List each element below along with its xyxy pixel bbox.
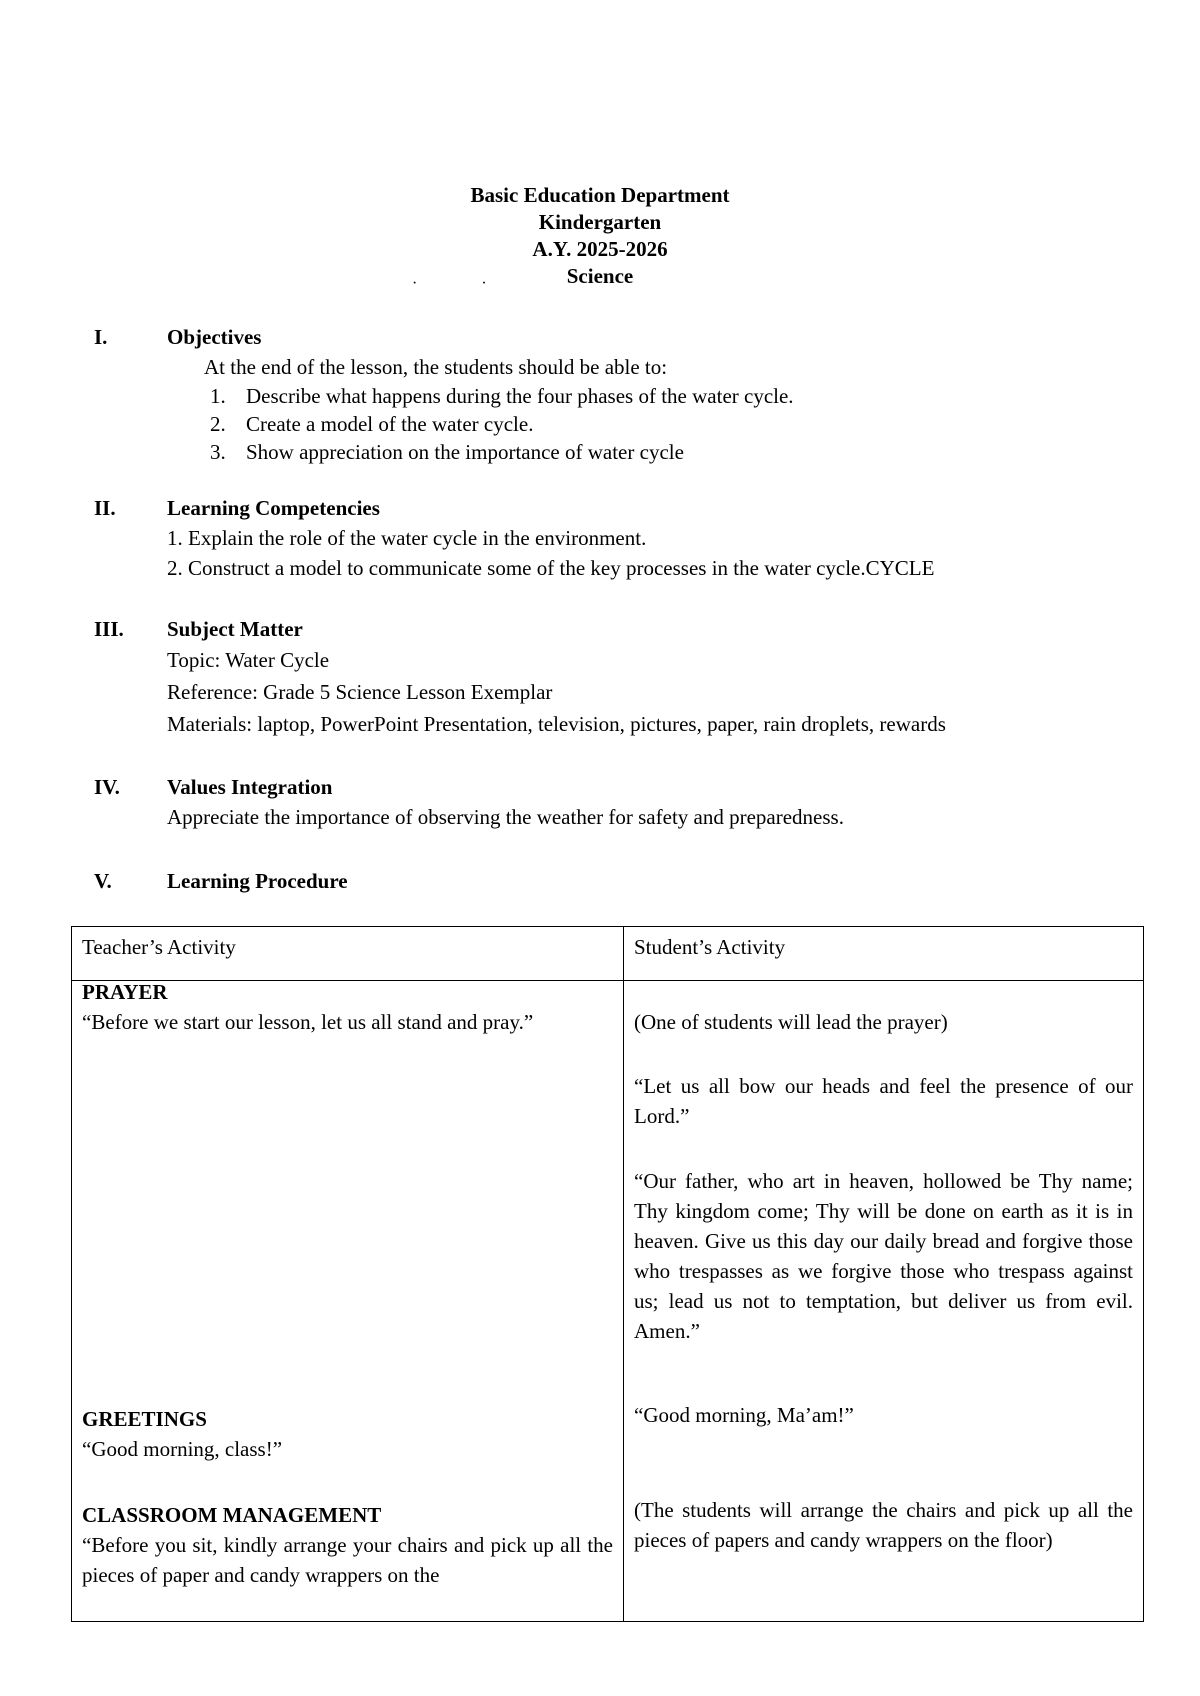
values-body [167, 802, 1157, 832]
values-text: Appreciate the importance of observing the weather for safety and preparedness. [167, 805, 844, 829]
grade-level: Kindergarten [538, 210, 662, 234]
objectives-body [94, 352, 1084, 466]
list-item [165, 410, 1084, 438]
teacher-activity-cell [72, 981, 624, 1622]
student-activity-cell [624, 981, 1144, 1622]
table-row [72, 981, 1144, 1622]
materials-line: Materials: laptop, PowerPoint Presentation, television, pictures, paper, rain droplets, rewards [167, 712, 946, 736]
department-title: Basic Education Department [470, 183, 730, 207]
classroom-management-block [82, 1500, 613, 1590]
subject-title: Science [566, 264, 634, 288]
section-title: Learning Competencies [167, 496, 380, 520]
academic-year: A.Y. 2025-2026 [532, 237, 668, 261]
section-number: V. [94, 869, 112, 893]
our-father-text: “Our father, who art in heaven, hollowed be Thy name; Thy kingdom come; Thy will be done on earth as it is in heaven. Give us this day our daily bread and forgive those who trespasses as we forgive those who trespass against us; lead us not to temptation, but deliver us from evil. Amen.” [634, 1169, 1133, 1343]
classroom-management-heading: CLASSROOM MANAGEMENT [82, 1503, 382, 1527]
greet-response-text: “Good morning, Ma’am!” [634, 1403, 854, 1427]
bow-text: “Let us all bow our heads and feel the presence of our Lord.” [634, 1074, 1133, 1128]
item-text: Describe what happens during the four phases of the water cycle. [246, 384, 794, 408]
section-title: Subject Matter [167, 617, 303, 641]
header-student-activity: Student’s Activity [624, 927, 1144, 981]
section-number: III. [94, 617, 124, 641]
document-header [0, 182, 1200, 290]
list-item [165, 382, 1084, 410]
prayer-heading: PRAYER [82, 980, 168, 1004]
prayer-block [82, 977, 613, 1037]
management-response-text: (The students will arrange the chairs and pick up all the pieces of papers and candy wrappers on the floor) [634, 1498, 1133, 1552]
objectives-intro: At the end of the lesson, the students should be able to: [204, 355, 668, 379]
procedure-table [71, 926, 1144, 1622]
item-number: 1. [210, 384, 226, 408]
competencies-body [167, 523, 1157, 583]
item-number: 2. [210, 412, 226, 436]
section-number: II. [94, 496, 116, 520]
table-header-row [72, 927, 1144, 981]
greetings-block [82, 1404, 613, 1464]
objectives-list [165, 382, 1084, 466]
competency-item: 2. Construct a model to communicate some of the key processes in the water cycle.CYCLE [167, 556, 935, 580]
reference-line: Reference: Grade 5 Science Lesson Exemplar [167, 680, 553, 704]
section-title: Learning Procedure [167, 869, 348, 893]
prayer-text: “Before we start our lesson, let us all stand and pray.” [82, 1010, 534, 1034]
header-teacher-activity: Teacher’s Activity [72, 927, 624, 981]
section-number: I. [94, 325, 108, 349]
section-number: IV. [94, 775, 120, 799]
item-text: Create a model of the water cycle. [246, 412, 534, 436]
greetings-text: “Good morning, class!” [82, 1437, 283, 1461]
competency-item: 1. Explain the role of the water cycle in the environment. [167, 526, 647, 550]
item-number: 3. [210, 440, 226, 464]
greetings-heading: GREETINGS [82, 1407, 207, 1431]
section-title: Objectives [167, 325, 262, 349]
item-text: Show appreciation on the importance of water cycle [246, 440, 684, 464]
topic-line: Topic: Water Cycle [167, 648, 330, 672]
section-title: Values Integration [167, 775, 333, 799]
stray-dots: · · [412, 275, 517, 292]
list-item [165, 438, 1084, 466]
classroom-management-text: “Before you sit, kindly arrange your chairs and pick up all the pieces of paper and candy wrappers on the [82, 1533, 613, 1587]
prayer-lead-text: (One of students will lead the prayer) [634, 1010, 948, 1034]
subject-matter-body [167, 644, 1157, 740]
